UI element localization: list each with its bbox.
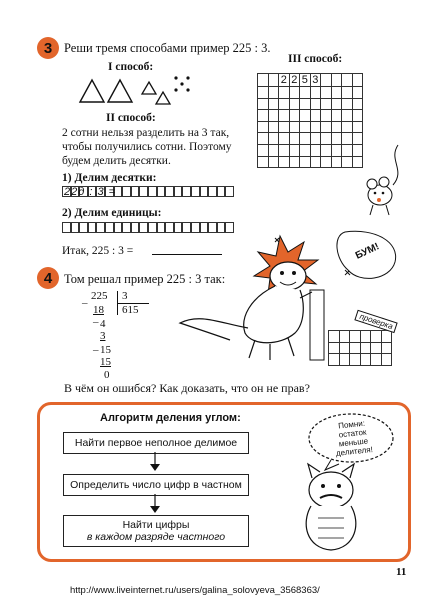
check-ribbon: проверка — [354, 310, 398, 334]
task4-instruction: Том решал пример 225 : 3 так: — [64, 272, 226, 286]
mouse-illustration — [358, 140, 418, 220]
minus-sign: – — [82, 297, 88, 309]
method2-label: II способ: — [106, 112, 156, 124]
division-step: 15 — [100, 344, 111, 356]
triangles-illustration — [78, 70, 203, 110]
arrow-down-icon — [148, 494, 162, 514]
division-step: 3 — [100, 330, 106, 342]
task3-instruction: Реши тремя способами пример 225 : 3. — [64, 41, 271, 55]
result-label: Итак, 225 : 3 = — [62, 245, 134, 257]
division-step: 18 — [93, 304, 104, 316]
explanation-line-2: чтобы получились сотни. Поэтому — [62, 141, 232, 153]
reminder-bubble-text: Помни: остаток меньше делителя! — [335, 418, 374, 458]
step2-label: 2) Делим единицы: — [62, 207, 162, 219]
triangle-shape — [156, 92, 170, 104]
page-number: 11 — [396, 566, 407, 578]
bang-text: БУМ! — [353, 241, 381, 262]
step1-written: 22д : 3 = — [64, 186, 117, 198]
task-number: 4 — [43, 269, 53, 287]
method1-label: I способ: — [108, 61, 154, 73]
explanation-line-3: будем делить десятки. — [62, 155, 171, 167]
task4-question: В чём он ошибся? Как доказать, что он не прав? — [64, 381, 310, 395]
footer-url[interactable]: http://www.liveinternet.ru/users/galina_solovyeva_3568363/ — [70, 585, 320, 596]
triangle-shape — [142, 82, 156, 94]
dot-shape — [186, 76, 189, 79]
method3-grid[interactable]: 2 2 5 3 — [257, 73, 363, 168]
arrow-down-icon — [148, 452, 162, 472]
task-number-badge — [37, 267, 59, 289]
division-dividend: 225 — [91, 290, 108, 302]
division-step: 0 — [104, 369, 110, 381]
algorithm-step-3: Найти цифры в каждом разряде частного — [63, 515, 249, 547]
task-number-badge — [37, 37, 59, 59]
minus-sign: – — [93, 316, 99, 328]
step1-label: 1) Делим десятки: — [62, 172, 157, 184]
algorithm-step-2: Определить число цифр в частном — [63, 474, 249, 496]
dot-shape — [186, 88, 189, 91]
triangle-shape — [80, 80, 104, 102]
dot-shape — [180, 82, 183, 85]
check-grid[interactable] — [328, 330, 392, 366]
triangle-shape — [108, 80, 132, 102]
algorithm-step-1: Найти первое неполное делимое — [63, 432, 249, 454]
task-number: 3 — [43, 39, 53, 57]
explanation-line-1: 2 сотни нельзя разделить на 3 так, — [62, 127, 230, 139]
method3-label: III способ: — [288, 53, 343, 65]
dot-shape — [174, 76, 177, 79]
minus-sign: – — [93, 344, 99, 356]
division-divisor: 3 — [122, 290, 128, 302]
dot-shape — [174, 88, 177, 91]
division-step: 15 — [100, 356, 111, 368]
division-quotient: 615 — [122, 304, 139, 316]
division-step: 4 — [100, 318, 106, 330]
algorithm-title: Алгоритм деления углом: — [100, 412, 241, 424]
